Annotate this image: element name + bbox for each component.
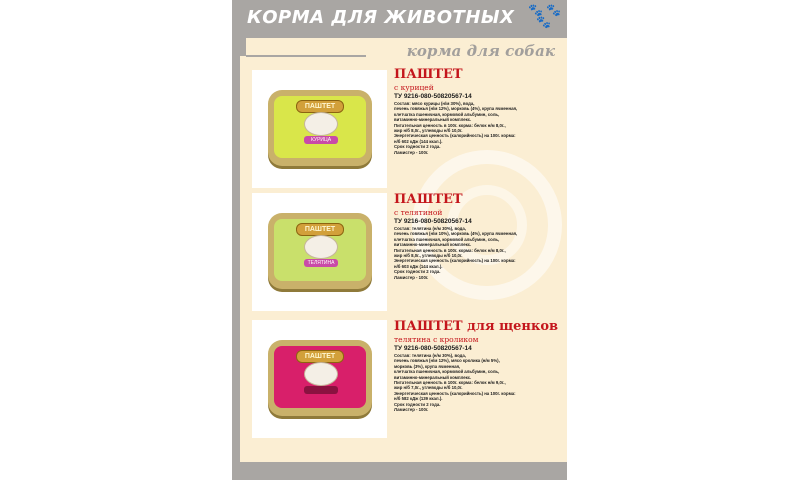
product-photo xyxy=(252,320,387,438)
text-line: печень говяжья (н/м 10%), морковь (4%), крупа ячменная, xyxy=(394,231,518,237)
product-tu: ТУ 9216-080-50820567-14 xyxy=(394,93,472,100)
header-band xyxy=(232,0,567,38)
puppy-image xyxy=(304,235,338,259)
text-line: витаминно-минеральный комплекс. xyxy=(394,242,472,248)
text-line: жир н/б 8,0г., углеводы н/б 10,0г. xyxy=(394,253,463,259)
text-line: Ламистер - 100г. xyxy=(394,149,429,155)
text-line: Энергетическая ценность (калорийность) на 100г. корма: xyxy=(394,258,516,264)
bottom-band xyxy=(232,462,567,480)
text-line: Энергетическая ценность (калорийность) на 100г. корма: xyxy=(394,133,516,139)
product-info xyxy=(394,193,564,280)
product-info xyxy=(394,320,564,412)
lid-label: КУРИЦА xyxy=(304,136,338,144)
pate-tray xyxy=(268,213,372,289)
product-photo xyxy=(252,70,387,188)
pate-tray xyxy=(268,340,372,416)
text-line: н/б 603 кДж (144 ккал.). xyxy=(394,263,443,269)
text-line: клетчатка пшеничная, кормовой альбумин, соль, xyxy=(394,236,500,242)
text-line: печень говяжья (н/м 12%), мясо кролика (н/м 5%), xyxy=(394,358,500,364)
lid-brand: ПАШТЕТ xyxy=(296,350,344,363)
text-line: морковь (3%), крупа ячменная, xyxy=(394,363,461,369)
product-flavor: телятина с кроликом xyxy=(394,335,479,344)
product-title: ПАШТЕТ xyxy=(394,67,463,82)
tray-lid xyxy=(274,96,366,158)
product-title: ПАШТЕТ для щенков xyxy=(394,319,559,334)
product-photo xyxy=(252,193,387,311)
left-strip xyxy=(232,38,246,56)
text-line: Срок годности 2 года. xyxy=(394,269,441,275)
text-line: Энергетическая ценность (калорийность) на 100г. корма: xyxy=(394,390,516,396)
lid-label xyxy=(304,386,338,394)
text-line: Состав: мясо курицы (н/м 30%), вода, xyxy=(394,101,475,106)
divider-line xyxy=(246,55,366,57)
product-flavor: с телятиной xyxy=(394,208,443,217)
product-tu: ТУ 9216-080-50820567-14 xyxy=(394,345,472,352)
text-line: витаминно-минеральный комплекс. xyxy=(394,374,472,380)
text-line: Состав: телятина (н/м 30%), вода, xyxy=(394,353,466,358)
text-line: клетчатка пшеничная, кормовой альбумин, соль, xyxy=(394,369,500,375)
product-flavor: с курицей xyxy=(394,83,434,92)
puppy-image xyxy=(304,112,338,136)
tray-lid xyxy=(274,219,366,281)
lid-brand: ПАШТЕТ xyxy=(296,100,344,113)
text-line: печень говяжья (н/м 12%), морковь (4%), крупа ячменная, xyxy=(394,106,518,112)
text-line: Срок годности 2 года. xyxy=(394,144,441,150)
catalog-page xyxy=(232,0,567,480)
text-line: Питательная ценность в 100г. корма: белок н/м 8,0г., xyxy=(394,247,506,253)
text-line: клетчатка пшеничная, кормовой альбумин, соль, xyxy=(394,111,500,117)
page-subtitle: корма для собак xyxy=(406,42,555,60)
tray-lid xyxy=(274,346,366,408)
text-line: Ламистер - 100г. xyxy=(394,274,429,280)
paw-icon: 🐾 🐾 🐾 xyxy=(528,3,561,29)
text-line: витаминно-минеральный комплекс. xyxy=(394,117,472,123)
lid-brand: ПАШТЕТ xyxy=(296,223,344,236)
puppy-image xyxy=(304,362,338,386)
text-line: жир н/б 7,0г., углеводы н/б 10,0г. xyxy=(394,385,463,391)
product-tu: ТУ 9216-080-50820567-14 xyxy=(394,218,472,225)
text-line: н/б 602 кДж (144 ккал.). xyxy=(394,138,443,144)
text-line: н/б 582 кДж (139 ккал.). xyxy=(394,396,443,402)
product-info xyxy=(394,68,564,155)
pate-tray xyxy=(268,90,372,166)
text-line: жир н/б 8,0г., углеводы н/б 10,0г. xyxy=(394,128,463,134)
text-line: Питательная ценность в 100г. корма: белок н/м 8,0г., xyxy=(394,122,506,128)
text-line: Ламистер - 100г. xyxy=(394,407,429,413)
text-line: Состав: телятина (н/м 30%), вода, xyxy=(394,226,466,231)
text-line: Срок годности 2 года. xyxy=(394,401,441,407)
left-gray-bar xyxy=(232,0,240,480)
lid-label: ТЕЛЯТИНА xyxy=(304,259,338,267)
product-title: ПАШТЕТ xyxy=(394,192,463,207)
text-line: Питательная ценность в 100г. корма: белок н/м 9,0г., xyxy=(394,380,506,386)
page-title: КОРМА ДЛЯ ЖИВОТНЫХ xyxy=(247,7,515,28)
